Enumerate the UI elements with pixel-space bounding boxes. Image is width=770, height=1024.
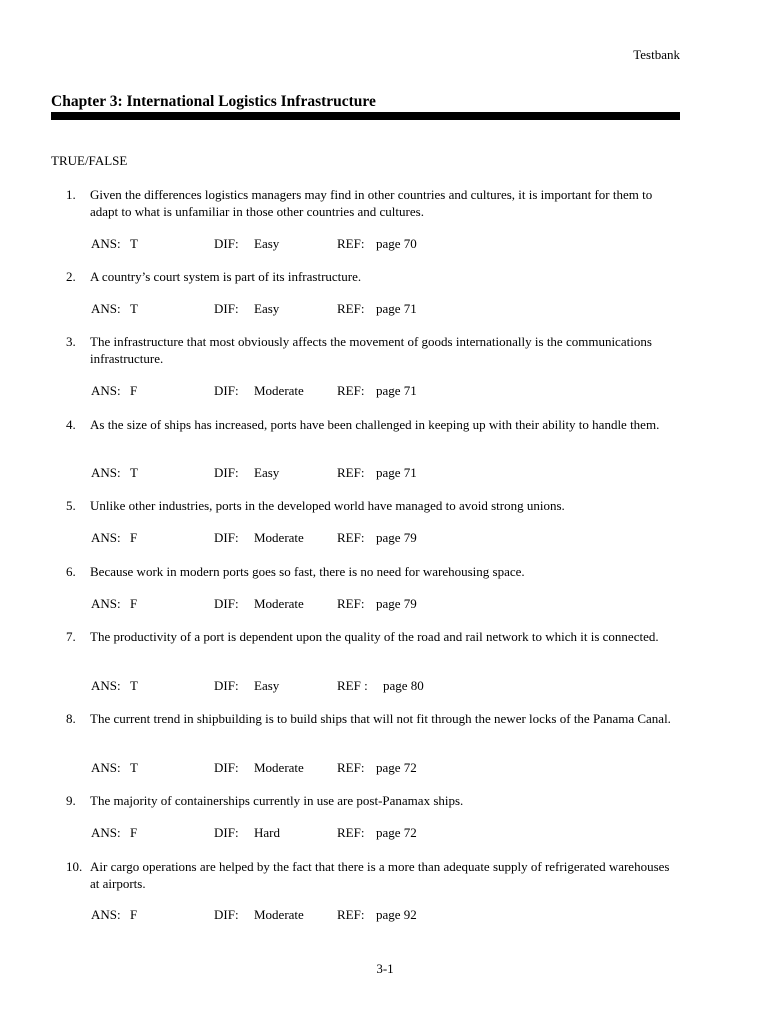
question-text: As the size of ships has increased, ports have been challenged in keeping up with their ability to handle them.	[90, 417, 660, 432]
dif-label: DIF:	[214, 596, 239, 611]
ref-value: page 71	[376, 465, 417, 480]
ref-label: REF:	[337, 301, 365, 316]
question-number: 7.	[66, 629, 76, 644]
ans-value: T	[130, 678, 138, 693]
dif-value: Easy	[254, 301, 280, 316]
question-4	[66, 416, 676, 433]
question-number: 4.	[66, 417, 76, 432]
question-8	[66, 710, 676, 727]
dif-value: Moderate	[254, 760, 304, 775]
question-text: Air cargo operations are helped by the fact that there is a more than adequate supply of refrigerated warehouses at airports.	[90, 859, 670, 891]
question-text: Unlike other industries, ports in the developed world have managed to avoid strong unions.	[90, 498, 565, 513]
dif-value: Easy	[254, 678, 280, 693]
question-4-meta	[91, 465, 591, 482]
question-6	[66, 563, 676, 580]
question-number: 3.	[66, 334, 76, 349]
ref-label: REF:	[337, 760, 365, 775]
ans-value: F	[130, 596, 138, 611]
section-heading: TRUE/FALSE	[51, 153, 128, 168]
dif-label: DIF:	[214, 760, 239, 775]
question-number: 10.	[66, 859, 83, 874]
ref-value: page 70	[376, 236, 417, 251]
question-text: A country’s court system is part of its infrastructure.	[90, 269, 362, 284]
dif-label: DIF:	[214, 907, 239, 922]
ans-label: ANS:	[91, 383, 121, 398]
dif-value: Moderate	[254, 907, 304, 922]
dif-label: DIF:	[214, 301, 239, 316]
ref-label: REF:	[337, 236, 365, 251]
ans-label: ANS:	[91, 301, 121, 316]
dif-label: DIF:	[214, 825, 239, 840]
ans-label: ANS:	[91, 760, 121, 775]
question-6-meta	[91, 596, 591, 613]
question-text: Given the differences logistics managers may find in other countries and cultures, it is important for them to adapt to what is unfamiliar in those other countries and cultures.	[90, 187, 653, 219]
ans-value: T	[130, 465, 138, 480]
question-text: The majority of containerships currently in use are post-Panamax ships.	[90, 793, 464, 808]
title-rule	[51, 112, 680, 120]
dif-value: Moderate	[254, 383, 304, 398]
dif-value: Moderate	[254, 530, 304, 545]
ans-label: ANS:	[91, 465, 121, 480]
ref-value: page 71	[376, 383, 417, 398]
question-number: 9.	[66, 793, 76, 808]
ref-value: page 80	[383, 678, 424, 693]
dif-label: DIF:	[214, 530, 239, 545]
question-3	[66, 333, 676, 367]
question-2-meta	[91, 301, 591, 318]
ans-value: T	[130, 236, 138, 251]
question-number: 2.	[66, 269, 76, 284]
dif-label: DIF:	[214, 465, 239, 480]
question-number: 1.	[66, 187, 76, 202]
ref-value: page 72	[376, 825, 417, 840]
dif-label: DIF:	[214, 236, 239, 251]
dif-value: Easy	[254, 465, 280, 480]
ans-value: T	[130, 760, 138, 775]
ans-label: ANS:	[91, 596, 121, 611]
dif-label: DIF:	[214, 678, 239, 693]
question-9-meta	[91, 825, 591, 842]
question-8-meta	[91, 760, 591, 777]
ans-label: ANS:	[91, 907, 121, 922]
ref-label: REF:	[337, 465, 365, 480]
question-text: The productivity of a port is dependent upon the quality of the road and rail network to which it is connected.	[90, 629, 659, 644]
question-number: 5.	[66, 498, 76, 513]
question-7	[66, 628, 676, 645]
ref-value: page 79	[376, 530, 417, 545]
question-number: 6.	[66, 564, 76, 579]
question-7-meta	[91, 678, 591, 695]
ans-label: ANS:	[91, 825, 121, 840]
ans-value: F	[130, 530, 138, 545]
question-text: Because work in modern ports goes so fast, there is no need for warehousing space.	[90, 564, 525, 579]
dif-label: DIF:	[214, 383, 239, 398]
question-5	[66, 497, 676, 514]
question-10-meta	[91, 907, 591, 924]
ans-label: ANS:	[91, 678, 121, 693]
ref-label: REF:	[337, 825, 365, 840]
question-2	[66, 268, 676, 285]
ref-value: page 79	[376, 596, 417, 611]
ans-value: F	[130, 907, 138, 922]
question-text: The infrastructure that most obviously affects the movement of goods internationally is the communications infrastructure.	[90, 334, 652, 366]
question-3-meta	[91, 383, 591, 400]
ans-value: F	[130, 825, 138, 840]
dif-value: Moderate	[254, 596, 304, 611]
dif-value: Easy	[254, 236, 280, 251]
ref-label: REF :	[337, 678, 368, 693]
ans-value: T	[130, 301, 138, 316]
ans-label: ANS:	[91, 530, 121, 545]
question-text: The current trend in shipbuilding is to build ships that will not fit through the newer locks of the Panama Canal.	[90, 711, 671, 726]
question-1-meta	[91, 236, 591, 253]
ans-value: F	[130, 383, 138, 398]
chapter-title: Chapter 3: International Logistics Infrastructure	[51, 93, 376, 110]
page-number: 3-1	[376, 961, 394, 976]
question-5-meta	[91, 530, 591, 547]
question-number: 8.	[66, 711, 76, 726]
ref-value: page 92	[376, 907, 417, 922]
ref-value: page 72	[376, 760, 417, 775]
question-1	[66, 186, 676, 220]
ref-label: REF:	[337, 596, 365, 611]
ref-label: REF:	[337, 383, 365, 398]
question-9	[66, 792, 676, 809]
ref-label: REF:	[337, 530, 365, 545]
question-10	[66, 858, 676, 892]
header-label: Testbank	[633, 47, 680, 62]
ans-label: ANS:	[91, 236, 121, 251]
ref-label: REF:	[337, 907, 365, 922]
dif-value: Hard	[254, 825, 280, 840]
ref-value: page 71	[376, 301, 417, 316]
